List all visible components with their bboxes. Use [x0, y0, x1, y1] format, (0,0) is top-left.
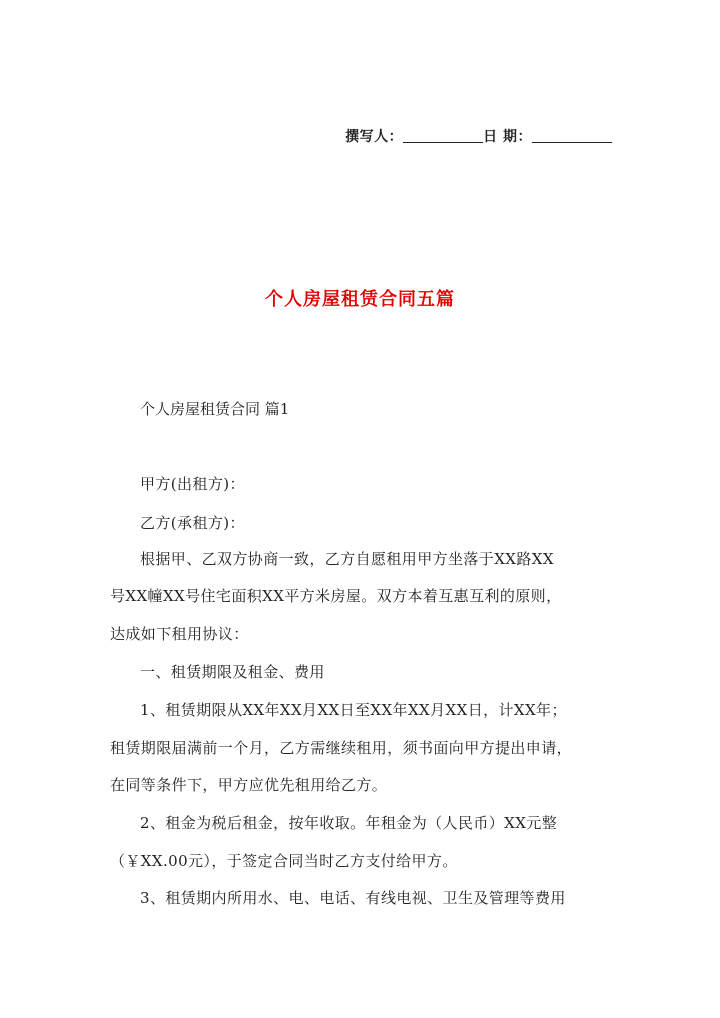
- paragraph-line: 根据甲、乙双方协商一致，乙方自愿租用甲方坐落于XX路XX: [140, 550, 554, 568]
- paragraph-line: 甲方(出租方)：: [140, 475, 245, 493]
- date-label: 日 期：: [483, 129, 532, 145]
- paragraph-line: （￥XX.00元），于签定合同当时乙方支付给甲方。: [110, 852, 458, 870]
- date-blank: [532, 128, 612, 143]
- paragraph-line: 号XX幢XX号住宅面积XX平方米房屋。双方本着互惠互利的原则，: [110, 587, 562, 605]
- author-label: 撰写人：: [345, 129, 404, 145]
- header-author-date: [345, 126, 612, 146]
- section-heading: 个人房屋租赁合同 篇1: [140, 400, 290, 418]
- paragraph-line: 2、租金为税后租金，按年收取。年租金为（人民币）XX元整: [140, 814, 558, 832]
- author-blank: [403, 128, 483, 143]
- paragraph-line: 3、租赁期内所用水、电、电话、有线电视、卫生及管理等费用: [140, 889, 566, 907]
- paragraph-line: 1、租赁期限从XX年XX月XX日至XX年XX月XX日，计XX年；: [140, 701, 567, 719]
- document-title: 个人房屋租赁合同五篇: [265, 289, 455, 310]
- paragraph-line: 租赁期限届满前一个月，乙方需继续租用，须书面向甲方提出申请，: [110, 739, 573, 757]
- paragraph-line: 乙方(承租方)：: [140, 514, 245, 532]
- paragraph-line: 一、租赁期限及租金、费用: [140, 663, 325, 681]
- paragraph-line: 达成如下租用协议：: [110, 625, 249, 643]
- paragraph-line: 在同等条件下，甲方应优先租用给乙方。: [110, 776, 388, 794]
